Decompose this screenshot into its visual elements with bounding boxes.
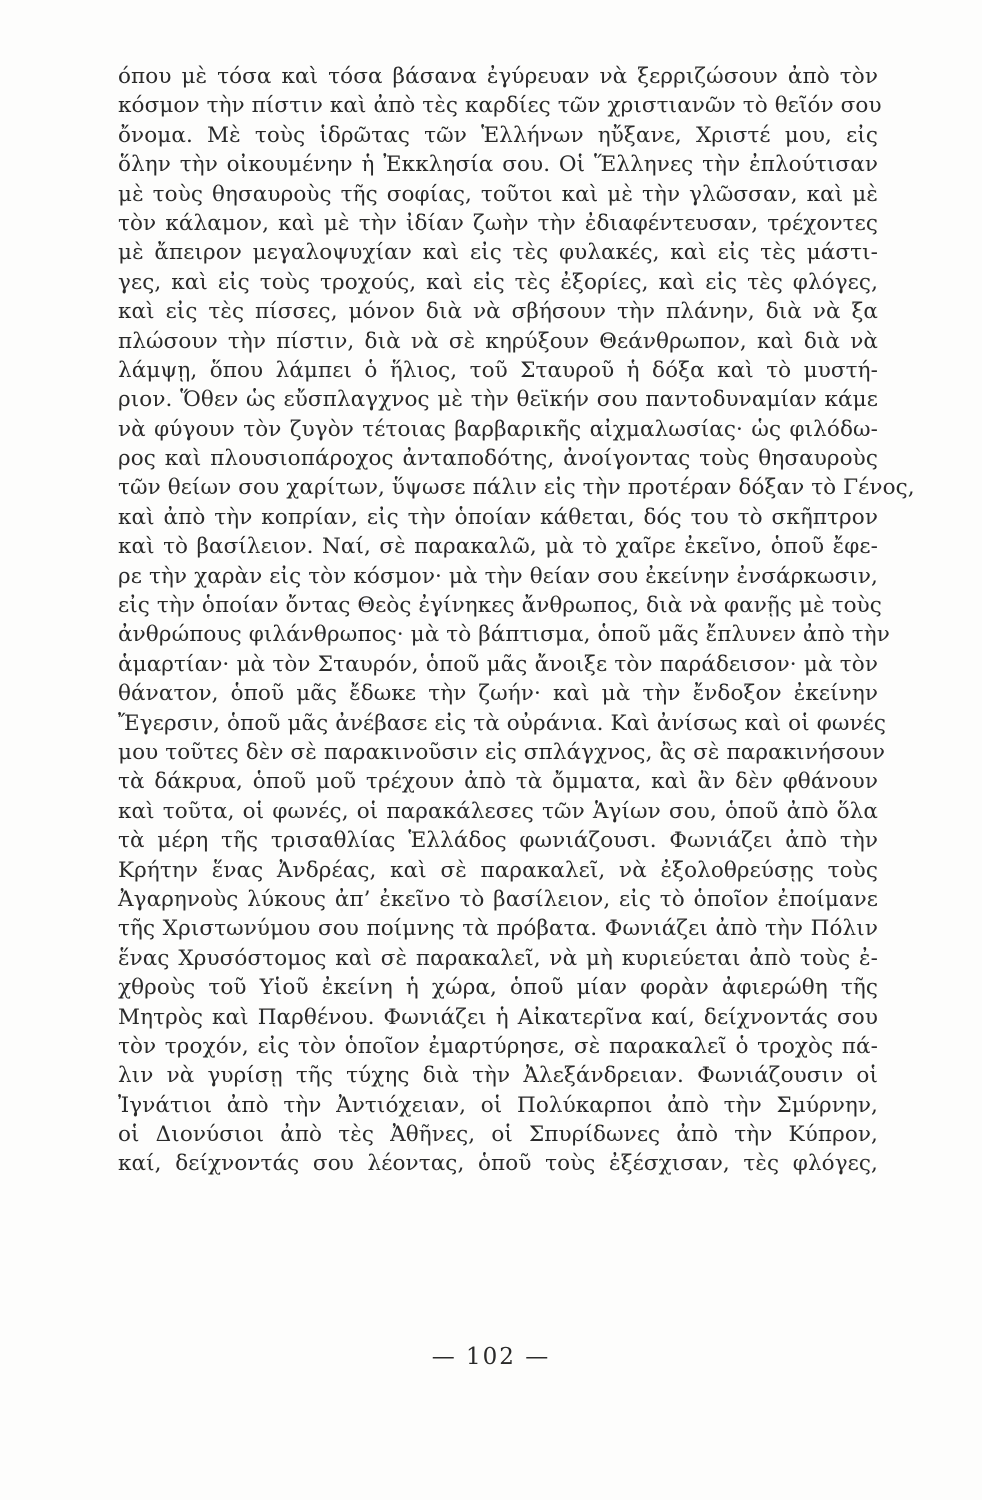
text-line: όπου μὲ τόσα καὶ τόσα βάσανα ἐγύρευαν νὰ ξερριζώσουν ἀπὸ τὸν: [118, 64, 878, 89]
text-line: τὸν τροχόν, εἰς τὸν ὁποῖον ἐμαρτύρησε, σὲ παρακαλεῖ ὁ τροχὸς πά-: [118, 1033, 878, 1059]
text-line: μὲ ἄπειρον μεγαλοψυχίαν καὶ εἰς τὲς φυλακές, καὶ εἰς τὲς μάστι-: [118, 240, 878, 266]
text-line: ρε τὴν χαρὰν εἰς τὸν κόσμον· μὰ τὴν θείαν σου ἐκείνην ἐνσάρκωσιν,: [118, 563, 878, 589]
text-line: λάμψῃ, ὅπου λάμπει ὁ ἥλιος, τοῦ Σταυροῦ ἡ δόξα καὶ τὸ μυστή-: [118, 357, 878, 383]
text-line: νὰ φύγουν τὸν ζυγὸν τέτοιας βαρβαρικῆς αἰχμαλωσίας· ὡς φιλόδω-: [118, 416, 878, 442]
text-line: θάνατον, ὁποῦ μᾶς ἔδωκε τὴν ζωήν· καὶ μὰ τὴν ἔνδοξον ἐκείνην: [118, 681, 878, 707]
text-line: τὰ μέρη τῆς τρισαθλίας Ἑλλάδος φωνιάζουσι. Φωνιάζει ἀπὸ τὴν: [118, 828, 878, 854]
text-line: ὅλην τὴν οἰκουμένην ἡ Ἐκκλησία σου. Οἱ Ἕλληνες τὴν ἐπλούτισαν: [118, 152, 878, 178]
text-line: ὄνομα. Μὲ τοὺς ἱδρῶτας τῶν Ἑλλήνων ηὔξανε, Χριστέ μου, εἰς: [118, 122, 878, 148]
text-line: χθροὺς τοῦ Υἱοῦ ἐκείνη ἡ χώρα, ὁποῦ μίαν φορὰν ἀφιερώθη τῆς: [118, 975, 878, 1001]
text-line: Ἰγνάτιοι ἀπὸ τὴν Ἀντιόχειαν, οἱ Πολύκαρποι ἀπὸ τὴν Σμύρνην,: [118, 1092, 878, 1118]
page-number: — 102 —: [431, 1344, 551, 1370]
body-text: [118, 62, 915, 1179]
text-line: οἱ Διονύσιοι ἀπὸ τὲς Ἀθῆνες, οἱ Σπυρίδωνες ἀπὸ τὴν Κύπρον,: [118, 1122, 878, 1148]
text-line: ριον. Ὅθεν ὡς εὔσπλαγχνος μὲ τὴν θεϊκήν σου παντοδυναμίαν κάμε: [118, 387, 878, 413]
text-line: τὰ δάκρυα, ὁποῦ μοῦ τρέχουν ἀπὸ τὰ ὄμματα, καὶ ἂν δὲν φθάνουν: [118, 769, 878, 795]
text-line: τῆς Χριστωνύμου σου ποίμνης τὰ πρόβατα. Φωνιάζει ἀπὸ τὴν Πόλιν: [118, 916, 878, 942]
text-line: τὸν κάλαμον, καὶ μὲ τὴν ἰδίαν ζωὴν τὴν ἐδιαφέντευσαν, τρέχοντες: [118, 210, 878, 236]
text-line: μὲ τοὺς θησαυροὺς τῆς σοφίας, τοῦτοι καὶ μὲ τὴν γλῶσσαν, καὶ μὲ: [118, 181, 878, 207]
text-line: γες, καὶ εἰς τοὺς τροχούς, καὶ εἰς τὲς ἐξορίες, καὶ εἰς τὲς φλόγες,: [118, 269, 878, 295]
text-line: κόσμον τὴν πίστιν καὶ ἀπὸ τὲς καρδίες τῶν χριστιανῶν τὸ θεῖόν σου: [118, 93, 882, 119]
text-line: ἕνας Χρυσόστομος καὶ σὲ παρακαλεῖ, νὰ μὴ κυριεύεται ἀπὸ τοὺς ἐ-: [118, 945, 878, 971]
text-line: καὶ ἀπὸ τὴν κοπρίαν, εἰς τὴν ὁποίαν κάθεται, δός του τὸ σκῆπτρον: [118, 504, 878, 530]
text-line: ἀνθρώπους φιλάνθρωπος· μὰ τὸ βάπτισμα, ὁποῦ μᾶς ἔπλυνεν ἀπὸ τὴν: [118, 622, 890, 648]
text-line: καὶ τὸ βασίλειον. Ναί, σὲ παρακαλῶ, μὰ τὸ χαῖρε ἐκεῖνο, ὁποῦ ἔφε-: [118, 534, 878, 560]
text-line: καὶ εἰς τὲς πίσσες, μόνον διὰ νὰ σβήσουν τὴν πλάνην, διὰ νὰ ξα: [118, 299, 878, 325]
text-line: εἰς τὴν ὁποίαν ὄντας Θεὸς ἐγίνηκες ἄνθρωπος, διὰ νὰ φανῇς μὲ τοὺς: [118, 593, 882, 619]
text-line: λιν νὰ γυρίσῃ τῆς τύχης διὰ τὴν Ἀλεξάνδρειαν. Φωνιάζουσιν οἱ: [118, 1063, 878, 1089]
text-line: Ἔγερσιν, ὁποῦ μᾶς ἀνέβασε εἰς τὰ οὐράνια. Καὶ ἀνίσως καὶ οἱ φωνές: [118, 710, 887, 736]
text-line: ρος καὶ πλουσιοπάροχος ἀνταποδότης, ἀνοίγοντας τοὺς θησαυροὺς: [118, 446, 878, 472]
text-line: μου τοῦτες δὲν σὲ παρακινοῦσιν εἰς σπλάγχνος, ἂς σὲ παρακινήσουν: [118, 739, 886, 765]
text-line: Ἀγαρηνοὺς λύκους ἀπ’ ἐκεῖνο τὸ βασίλειον, εἰς τὸ ὁποῖον ἐποίμανε: [118, 886, 878, 912]
text-line: Μητρὸς καὶ Παρθένου. Φωνιάζει ἡ Αἰκατερῖνα καί, δείχνοντάς σου: [118, 1004, 878, 1030]
text-line: τῶν θείων σου χαρίτων, ὕψωσε πάλιν εἰς τὴν προτέραν δόξαν τὸ Γένος,: [118, 475, 915, 501]
text-line: Κρήτην ἕνας Ἀνδρέας, καὶ σὲ παρακαλεῖ, νὰ ἐξολοθρεύσῃς τοὺς: [118, 857, 878, 883]
text-line: καί, δείχνοντάς σου λέοντας, ὁποῦ τοὺς ἐξέσχισαν, τὲς φλόγες,: [118, 1151, 878, 1177]
text-line: πλώσουν τὴν πίστιν, διὰ νὰ σὲ κηρύξουν Θεάνθρωπον, καὶ διὰ νὰ: [118, 328, 878, 354]
text-line: ἁμαρτίαν· μὰ τὸν Σταυρόν, ὁποῦ μᾶς ἄνοιξε τὸν παράδεισον· μὰ τὸν: [118, 651, 878, 677]
text-line: καὶ τοῦτα, οἱ φωνές, οἱ παρακάλεσες τῶν Ἁγίων σου, ὁποῦ ἀπὸ ὅλα: [118, 798, 878, 824]
